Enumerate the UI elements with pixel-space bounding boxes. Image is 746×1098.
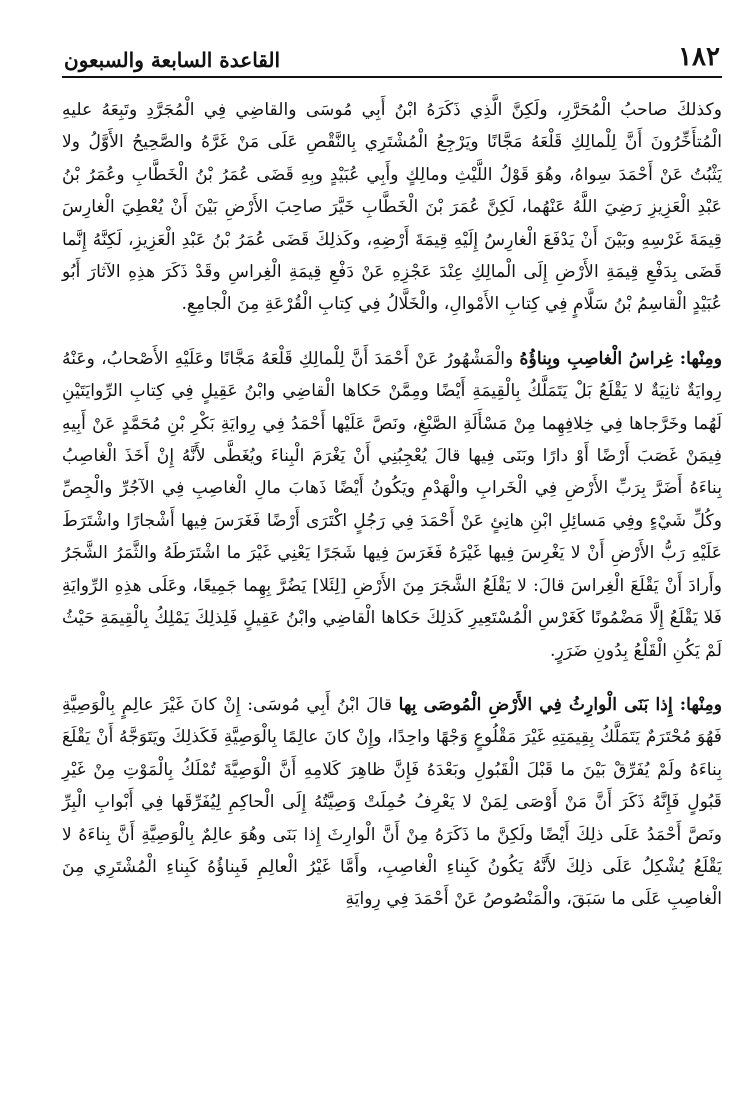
paragraph-2 bbox=[62, 343, 722, 667]
paragraph-3 bbox=[62, 689, 722, 916]
page-number: ١٨٢ bbox=[678, 42, 720, 72]
running-title: القاعدة السابعة والسبعون bbox=[64, 48, 281, 72]
paragraph-text: قالَ ابْنُ أَبِي مُوسَى: إِنْ كانَ غَيْرَ عالِمٍ بِالْوَصِيَّةِ فَهُوَ مُحْتَرَمٌ يَتَمَلَّكُ بِقِيمَتِهِ غَيْرَ مَقْلُوعٍ وَجْهًا واحِدًا، وإِنْ كانَ عالِمًا بِالْوَصِيَّةِ فَكَذلِكَ ويَتَوَجَّهُ أَنْ يَقْلَعَ بِناءَهُ ولَمْ يُفَرِّقْ بَيْنَ ما قَبْلَ الْقَبُولِ وبَعْدَهُ فَإِنَّ ظاهِرَ كَلامِهِ أَنَّ الْوَصِيَّةَ تُمْلَكُ بِالْمَوْتِ مِنْ غَيْرِ قَبُولٍ فَإِنَّهُ ذَكَرَ أَنَّ مَنْ أَوْصَى لِمَنْ لا يَعْرِفُ حُمِلَتْ وَصِيَّتُهُ إِلَى الْحاكِمِ لِيُفَرِّقَها فِي أَبْوابِ الْبِرِّ ونَصَّ أَحْمَدُ عَلَى ذلِكَ أَيْضًا ولَكِنَّ ما ذَكَرَهُ مِنْ أَنَّ الْوارِثَ إِذا بَنَى وهُوَ عالِمٌ بِالْوَصِيَّةِ أَنَّ بِناءَهُ لا يَقْلَعُ يُشْكِلُ عَلَى ذلِكَ لأَنَّهُ يَكُونُ كَبِناءِ الْغاصِبِ، وأَمَّا غَيْرُ الْعالِمِ فَبِناؤُهُ كَبِناءِ الْمُشْتَرِي مِنَ الْغاصِبِ عَلَى ما سَبَقَ، والْمَنْصُوصُ عَنْ أَحْمَدَ فِي رِوايَةِ bbox=[62, 694, 722, 910]
paragraph-text: وكذلكَ صاحبُ الْمُحَرَّرِ، ولَكِنَّ الَّذِي ذَكَرَهُ ابْنُ أَبِي مُوسَى والقاضِي فِي الْمُجَرَّدِ وتَبِعَهُ عليهِ الْمُتأَخِّرُونَ أَنَّ لِلْمالِكِ قَلْعَهُ مَجَّانًا ويَرْجِعُ الْمُشْتَرِي بِالنَّقْصِ عَلَى مَنْ غَرَّهُ والصَّحِيحُ الأَوَّلُ ولا يَثْبُتُ عَنْ أَحْمَدَ سِواهُ، وهُوَ قَوْلُ اللَّيْثِ ومالِكٍ وأَبِي عُبَيْدٍ وبِهِ قَضَى عُمَرُ بْنُ الْخَطَّابِ وعُمَرُ بْنُ عَبْدِ الْعَزِيزِ رَضِيَ اللَّهُ عَنْهُما، لَكِنَّ عُمَرَ بْنَ الْخَطَّابِ خَيَّرَ صاحِبَ الأَرْضِ بَيْنَ أَنْ يُعْطِيَ الْغارِسَ قِيمَةَ غَرْسِهِ وبَيْنَ أَنْ يَدْفَعَ الْغارِسُ إِلَيْهِ قِيمَةَ أَرْضِهِ، وكَذلِكَ قَضَى عُمَرُ بْنُ عَبْدِ الْعَزِيزِ، لَكِنَّهُ إِنَّما قَضَى بِدَفْعِ قِيمَةِ الأَرْضِ إِلَى الْمالِكِ عِنْدَ عَجْزِهِ عَنْ دَفْعِ قِيمَةِ الْغِراسِ وقَدْ ذَكَرَ هذِهِ الآثارَ أَبُو عُبَيْدٍ الْقاسِمُ بْنُ سَلَّامٍ فِي كِتابِ الأَمْوالِ، والْخَلَّالُ فِي كِتابِ الْقُرْعَةِ مِنَ الْجامِعِ. bbox=[62, 100, 722, 315]
paragraph-1 bbox=[62, 94, 722, 321]
book-page bbox=[62, 40, 722, 916]
page-body bbox=[62, 94, 722, 916]
paragraph-lead: ومِنْها: إِذا بَنَى الْوارِثُ فِي الأَرْضِ الْمُوصَى بِها bbox=[398, 694, 723, 715]
paragraph-text: والْمَشْهُورُ عَنْ أَحْمَدَ أَنَّ لِلْمالِكِ قَلْعَهُ مَجَّانًا وعَلَيْهِ الأَصْحابُ، وعَنْهُ رِوايَةٌ ثانِيَةٌ لا يَقْلَعُ بَلْ يَتَمَلَّكُ بِالْقِيمَةِ أَيْضًا ومِمَّنْ حَكاها الْقاضِي وابْنُ عَقِيلٍ فِي كِتابِ الرِّوايَتَيْنِ لَهُما وخَرَّجاها فِي خِلافِهِما مِنْ مَسْأَلَةِ الصَّبْغِ، ونَصَّ عَلَيْها أَحْمَدُ فِي رِوايَةِ بَكْرِ بْنِ مُحَمَّدٍ عَنْ أَبِيهِ فِيمَنْ غَصَبَ أَرْضًا أَوْ دارًا وبَنَى فِيها قالَ يُعْجِبُنِي أَنْ يَغْرَمَ الْبِناءَ ويُغَطَّى لأَنَّهُ إِنْ أَخَذَ الْغاصِبُ بِناءَهُ أَضَرَّ بِرَبِّ الأَرْضِ فِي الْخَرابِ والْهَدْمِ ويَكُونُ أَيْضًا ذَهابَ مالِ الْغاصِبِ فِي الآجُرِّ والْجِصِّ وكُلِّ شَيْءٍ وفِي مَسائِلِ ابْنِ هانِئٍ عَنْ أَحْمَدَ فِي رَجُلٍ اكْتَرَى أَرْضًا فَغَرَسَ فِيها أَشْجارًا واشْتَرَطَ عَلَيْهِ رَبُّ الأَرْضِ أَنْ لا يَغْرِسَ فِيها غَيْرَهُ فَغَرَسَ فِيها شَجَرًا يَعْنِي غَيْرَ ما اشْتَرَطَهُ والثَّمَرُ الشَّجَرُ وأَرادَ أَنْ يَقْلَعَ الْغِراسَ قالَ: لا يَقْلَعُ الشَّجَرَ مِنَ الأَرْضِ [لِئَلا] يَضُرَّ بِهِما جَمِيعًا، وعَلَى هذِهِ الرِّوايَةِ فَلا يَقْلَعُ إِلَّا مَضْمُونًا كَغَرْسِ الْمُسْتَعِيرِ كَذلِكَ حَكاها الْقاضِي وابْنُ عَقِيلٍ فَلِذلِكَ يَمْلِكُ بِالْقِيمَةِ حَيْثُ لَمْ يَكُنِ الْقَلْعُ بِدُونِ ضَرَرٍ. bbox=[62, 348, 722, 661]
paragraph-lead: ومِنْها: غِراسُ الْغاصِبِ وبِناؤُهُ bbox=[519, 348, 722, 369]
page-header bbox=[62, 40, 722, 78]
